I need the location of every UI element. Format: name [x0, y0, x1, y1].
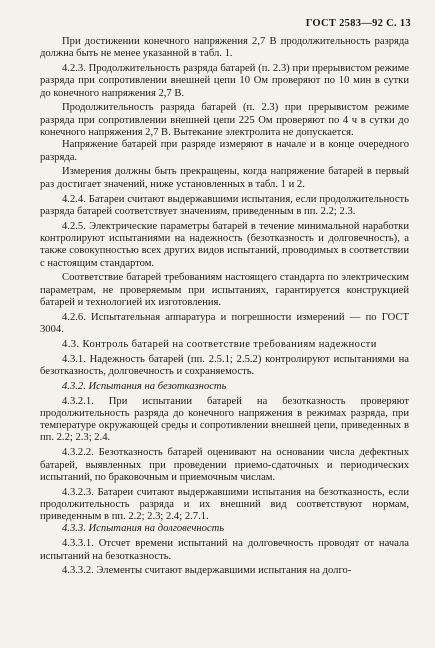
paragraph: Измерения должны быть прекращены, когда напряжение батарей в первый раз достигает значений, ниже установленных в табл. 1 и 2.: [40, 166, 409, 190]
paragraph: 4.3.2.1. При испытании батарей на безотказность проверяют продолжительность разряда до конечного напряжения в режимах разряда, при температуре окружающей среды и сопротивлении внешней цепи, приведенных в пп. 2.2; 2.3; 2.4.: [40, 395, 409, 444]
page-header: ГОСТ 2583—92 С. 13: [305, 18, 411, 29]
paragraph: При достижении конечного напряжения 2,7 В продолжительность разряда должна быть не менее указанной в табл. 1.: [40, 36, 409, 60]
subsection-heading: 4.3.3. Испытания на долговечность: [62, 523, 225, 535]
paragraph: 4.3.2.3. Батареи считают выдержавшими испытания на безотказность, если продолжительность разряда и их внешний вид соответствуют нормам, приведенным в пп. 2.2; 2.3; 2.4; 2.7.1.: [40, 486, 409, 523]
paragraph: Напряжение батарей при разряде измеряют в начале и в конце очередного разряда.: [40, 139, 409, 163]
paragraph: 4.3.2.2. Безотказность батарей оценивают на основании числа дефектных батарей, выявленных при проведении приемо-сдаточных и периодических испытаний, по браковочным и приемочным числам.: [40, 447, 409, 483]
paragraph: 4.2.5. Электрические параметры батарей в течение минимальной наработки контролируют испытаниями на надежность (безотказность и долговечность), а также совокупностью всех других видов испытаний, проводимых в соответствии с настоящим стандартом.: [40, 220, 409, 269]
subsection-heading: 4.3.2. Испытания на безотказность: [62, 380, 227, 392]
paragraph: 4.3.1. Надежность батарей (пп. 2.5.1; 2.5.2) контролируют испытаниями на безотказность, долговечность и сохраняемость.: [40, 353, 409, 377]
paragraph: 4.3.3.2. Элементы считают выдержавшими испытания на долго-: [62, 565, 352, 577]
paragraph: 4.3.3.1. Отсчет времени испытаний на долговечность проводят от начала испытаний на безотказность.: [40, 538, 409, 562]
paragraph: Продолжительность разряда батарей (п. 2.3) при прерывистом режиме разряда при сопротивлении внешней цепи 225 Ом проверяют по 4 ч в сутки до конечного напряжения 2,7 В. Вытекание электролита не допускается.: [40, 102, 409, 139]
page-content: [40, 36, 409, 578]
paragraph: Соответствие батарей требованиям настоящего стандарта по электрическим параметрам, не проверяемым при испытаниях, гарантируется конструкцией батарей и технологией их изготовления.: [40, 272, 409, 308]
paragraph: 4.2.3. Продолжительность разряда батарей (п. 2.3) при прерывистом режиме разряда при сопротивлении внешней цепи 10 Ом проверяют по 10 мин в сутки до конечного напряжения 2,7 В.: [40, 63, 409, 99]
paragraph: 4.2.4. Батареи считают выдержавшими испытания, если продолжительность разряда батарей соответствует значениям, приведенным в пп. 2.2; 2.3.: [40, 193, 409, 217]
section-heading: 4.3. Контроль батарей на соответствие требованиям надежности: [62, 338, 377, 350]
paragraph: 4.2.6. Испытательная аппаратура и погрешности измерений — по ГОСТ 3004.: [40, 311, 409, 336]
